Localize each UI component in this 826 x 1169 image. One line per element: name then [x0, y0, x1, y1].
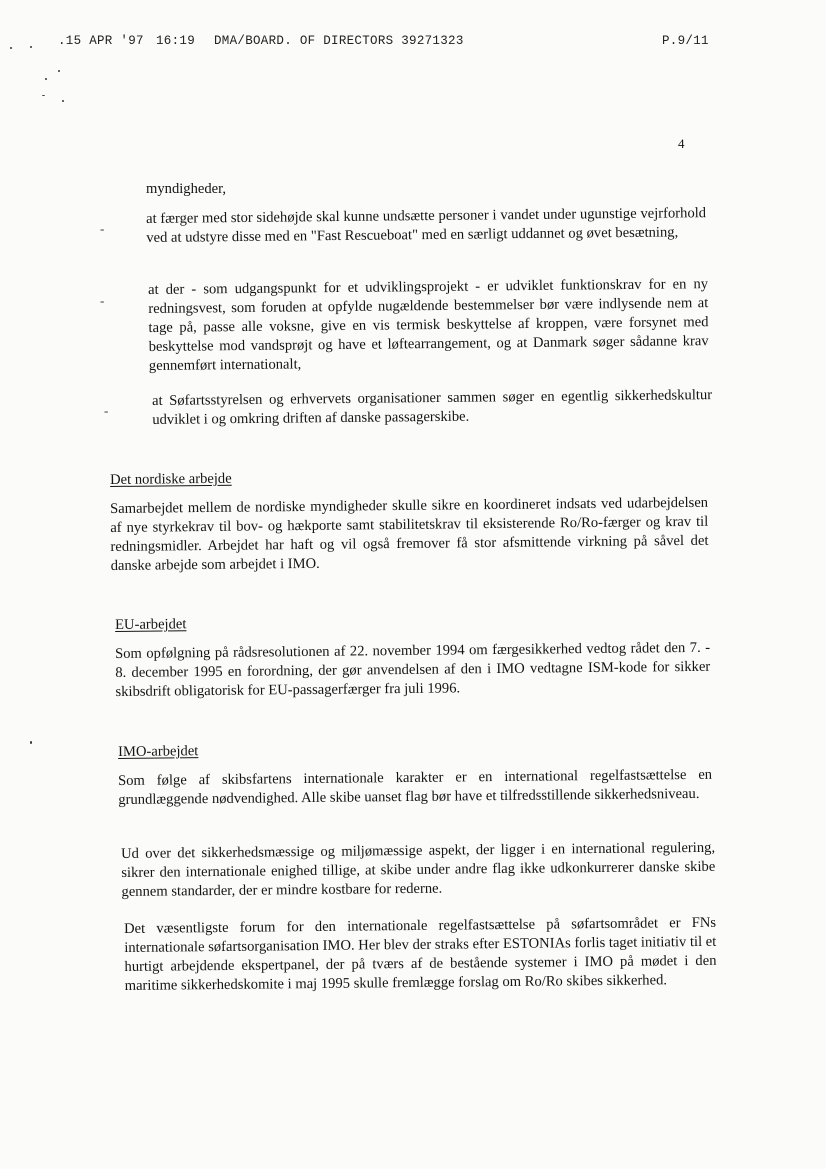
section-paragraph: Samarbejdet mellem de nordiske myndigheder skulle sikre en koordineret indsats ved udarbejdelsen af nye styrkekrav til bov- og hækporte samt stabilitetskrav til eksisterende Ro/Ro-færger og krav til redningsmidler. Arbejdet har haft og vil også fremover få stor afsmittende virkning på såvel det danske arbejde som arbejdet i IMO. [110, 494, 709, 574]
bullet-item: at Søfartsstyrelsen og erhvervets organisationer sammen søger en egentlig sikkerhedskultur udviklet i og omkring driften af danske passagerskibe. [152, 387, 713, 428]
section-heading: IMO-arbejdet [118, 743, 199, 760]
fax-page: P.9/11 [662, 34, 709, 48]
fax-sender: DMA/BOARD. OF DIRECTORS 39271323 [214, 34, 464, 48]
scan-speck [30, 741, 32, 744]
scan-speck [42, 95, 45, 96]
scan-speck [10, 47, 12, 49]
scan-speck [62, 100, 64, 102]
scan-speck [58, 70, 60, 72]
bullet-marker: - [100, 293, 105, 308]
bullet-item: at der - som udgangspunkt for et udviklingsprojekt - er udviklet funktionskrav for en ny redningsvest, som foruden at opfylde nugældende bestemmelser bør være indlysende nem at tage på, passe alle voksne, give en vis termisk beskyttelse af kroppen, være forsynet med beskyttelse mod vandsprøjt og have et løftearrangement, og at Danmark søger sådanne krav gennemført internationalt, [148, 276, 709, 374]
section-paragraph: Som opfølgning på rådsresolutionen af 22. november 1994 om færgesikkerhed vedtog rådet den 7. - 8. december 1995 en forordning, der gør anvendelsen af den i IMO vedtagne ISM-kode for sikker skibsdrift obligatorisk for EU-passagerfærger fra juli 1996. [115, 639, 711, 700]
bullet-marker: - [104, 403, 109, 418]
bullet-marker: - [100, 221, 105, 236]
section-heading: EU-arbejdet [115, 616, 187, 633]
intro-line: myndigheder, [146, 181, 227, 197]
section-heading: Det nordiske arbejde [110, 470, 232, 488]
scan-speck [30, 46, 32, 48]
page-number: 4 [678, 136, 685, 151]
fax-time: 16:19 [156, 34, 196, 48]
scan-speck [45, 78, 47, 80]
bullet-item: at færger med stor sidehøjde skal kunne undsætte personer i vandet under ugunstige vejrforhold ved at udstyre disse med en "Fast Rescueboat" med en særligt uddannet og øvet besætning, [146, 205, 707, 246]
section-paragraph: Det væsentligste forum for den internationale regelfastsættelse på søfartsområdet er FNs internationale søfartsorganisation IMO. Her blev der straks efter ESTONIAs forlis taget initiativ til et hurtigt arbejdende ekspertpanel, der på tværs af de bestående systemer i IMO på mødet i den maritime sikkerhedskomite i maj 1995 skulle fremlægge forslag om Ro/Ro skibes sikkerhed. [124, 914, 717, 994]
section-paragraph: Som følge af skibsfartens internationale karakter er en international regelfastsættelse en grundlæggende nødvendighed. Alle skibe uanset flag bør have et tilfredsstillende sikkerhedsniveau. [118, 766, 713, 808]
section-paragraph: Ud over det sikkerhedsmæssige og miljømæssige aspekt, der ligger i en international regulering, sikrer den internationale enighed tillige, at skibe under andre flag ikke udkonkurrerer danske skibe gennem standarder, der er mindre kostbare for rederne. [121, 839, 716, 900]
fax-date: .15 APR '97 [58, 34, 144, 48]
